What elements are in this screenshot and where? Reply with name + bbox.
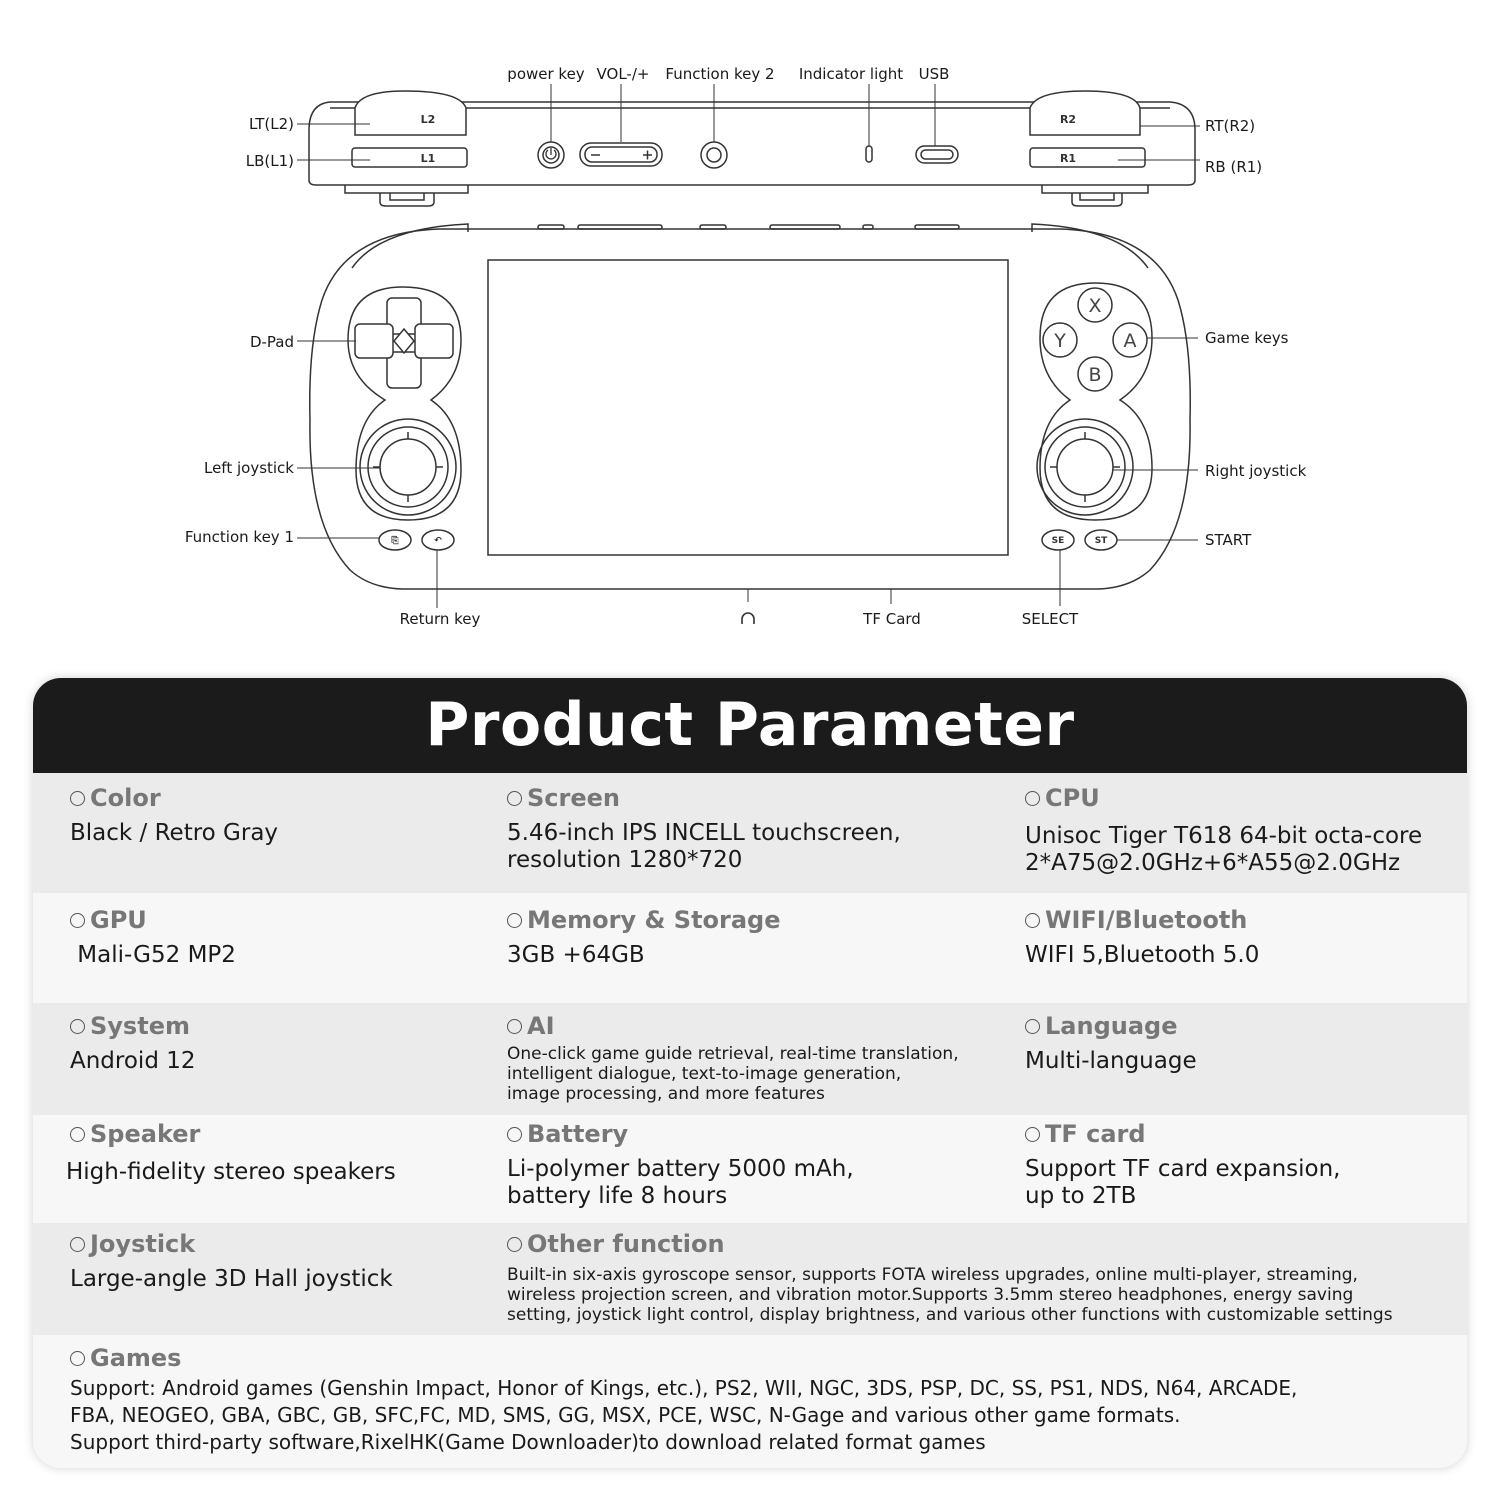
param-cell [507, 1119, 1022, 1210]
label-rb: RB (R1) [1205, 158, 1263, 176]
product-parameter-title: Product Parameter [33, 678, 1467, 773]
device-diagram [0, 0, 1500, 670]
label-select: SELECT [1021, 610, 1079, 628]
param-title: GPU [90, 906, 147, 934]
function-key-1-icon: ⎘ [391, 536, 399, 546]
param-value: Built-in six-axis gyroscope sensor, supports FOTA wireless upgrades, online multi-player, streaming, wireless projection screen, and vibration motor.Supports 3.5mm stereo headphones, energy saving setting, joystick light control, display brightness, and various other functions with customizable settings [507, 1265, 1393, 1325]
label-power-key: power key [507, 65, 585, 83]
param-title: Color [90, 784, 161, 812]
right-stick-top [1042, 185, 1148, 193]
param-row [33, 773, 1467, 893]
param-cell [66, 1119, 486, 1186]
param-title: WIFI/Bluetooth [1045, 906, 1248, 934]
r2-label: R2 [1059, 113, 1077, 126]
param-value: Black / Retro Gray [70, 820, 279, 846]
label-rt: RT(R2) [1205, 117, 1256, 135]
circle-icon [1025, 1019, 1040, 1034]
return-key-icon: ↶ [434, 536, 442, 546]
circle-icon [1025, 791, 1040, 806]
param-title: System [90, 1012, 190, 1040]
circle-icon [507, 791, 522, 806]
param-value: WIFI 5,Bluetooth 5.0 [1025, 942, 1260, 968]
param-row [33, 1115, 1467, 1223]
param-cell [507, 783, 1022, 874]
left-joystick-graphic [360, 419, 456, 515]
label-vol: VOL-/+ [596, 65, 650, 83]
label-left-joystick: Left joystick [203, 459, 294, 477]
param-cell [70, 1011, 490, 1075]
param-title: Other function [527, 1230, 725, 1258]
usb-port [916, 146, 958, 163]
param-row [33, 1003, 1467, 1115]
circle-icon [1025, 1127, 1040, 1142]
label-tf-card: TF Card [863, 610, 921, 628]
param-title: CPU [1045, 784, 1100, 812]
param-value: Android 12 [70, 1048, 196, 1074]
circle-icon [507, 1127, 522, 1142]
x-button-label: X [1088, 295, 1102, 317]
circle-icon [70, 1127, 85, 1142]
param-title: Battery [527, 1120, 629, 1148]
a-button-label: A [1123, 330, 1137, 352]
label-start: START [1205, 531, 1252, 549]
param-row [33, 1223, 1467, 1335]
param-cell [1025, 1011, 1455, 1075]
label-game-keys: Game keys [1205, 329, 1289, 347]
param-title: Joystick [90, 1230, 196, 1258]
param-title: Memory & Storage [527, 906, 781, 934]
circle-icon [507, 913, 522, 928]
l1-bumper [352, 148, 467, 167]
circle-icon [507, 1237, 522, 1252]
param-cell [507, 1011, 1022, 1104]
param-cell [70, 783, 490, 847]
function-key-2-button [701, 142, 727, 168]
param-value: One-click game guide retrieval, real-time translation, intelligent dialogue, text-to-image generation, image processing, and more features [507, 1044, 959, 1104]
circle-icon [507, 1019, 522, 1034]
label-function-key-2: Function key 2 [665, 65, 775, 83]
label-usb: USB [918, 65, 950, 83]
param-cell [507, 1229, 1447, 1325]
param-value: Support: Android games (Genshin Impact, Honor of Kings, etc.), PS2, WII, NGC, 3DS, PSP, DC, SS, PS1, NDS, N64, ARCADE, FBA, NEOGEO, GBA, GBC, GB, SFC,FC, MD, SMS, GG, MSX, PCE, WSC, N-Gage and various other game formats. Support third-party software,RixelHK(Game Downloader)to download related format games [70, 1376, 1298, 1454]
left-stick-top [345, 185, 468, 193]
param-row [33, 893, 1467, 1003]
param-title: Speaker [90, 1120, 201, 1148]
label-indicator-light: Indicator light [798, 65, 904, 83]
param-title: AI [527, 1012, 555, 1040]
param-value: Large-angle 3D Hall joystick [70, 1266, 393, 1292]
label-dpad: D-Pad [249, 333, 294, 351]
param-title: Screen [527, 784, 620, 812]
circle-icon [70, 1019, 85, 1034]
indicator-light [866, 146, 872, 162]
r2-trigger [1030, 91, 1140, 135]
param-value: Mali-G52 MP2 [70, 942, 236, 968]
label-lb: LB(L1) [245, 152, 294, 170]
param-cell [1025, 1119, 1455, 1210]
param-value: High-fidelity stereo speakers [66, 1159, 396, 1185]
screen [488, 260, 1008, 555]
param-title: Language [1045, 1012, 1178, 1040]
param-cell [70, 905, 490, 969]
st-button-label: ST [1094, 536, 1108, 546]
param-value: 5.46-inch IPS INCELL touchscreen, resolution 1280*720 [507, 820, 901, 873]
label-return-key: Return key [399, 610, 481, 628]
circle-icon [70, 791, 85, 806]
right-joystick-graphic [1037, 419, 1133, 515]
param-cell [70, 1343, 1450, 1456]
l1-label: L1 [420, 152, 436, 165]
param-value: Unisoc Tiger T618 64-bit octa-core 2*A75@2.0GHz+6*A55@2.0GHz [1025, 823, 1423, 876]
circle-icon [70, 1351, 85, 1366]
r1-bumper [1030, 148, 1145, 167]
l2-label: L2 [420, 113, 436, 126]
dpad [355, 298, 453, 388]
param-cell [507, 905, 1022, 969]
param-title: TF card [1045, 1120, 1146, 1148]
b-button-label: B [1088, 364, 1102, 386]
param-row [33, 1335, 1467, 1468]
param-cell [1025, 905, 1455, 969]
l2-trigger [355, 91, 466, 135]
product-parameter-panel [33, 678, 1467, 1468]
param-value: Support TF card expansion, up to 2TB [1025, 1156, 1341, 1209]
param-cell [70, 1229, 490, 1293]
label-lt: LT(L2) [248, 115, 294, 133]
param-value: Multi-language [1025, 1048, 1197, 1074]
y-button-label: Y [1054, 330, 1066, 352]
param-value: Li-polymer battery 5000 mAh, battery life 8 hours [507, 1156, 854, 1209]
circle-icon [1025, 913, 1040, 928]
se-button-label: SE [1051, 536, 1065, 546]
r1-label: R1 [1059, 152, 1077, 165]
param-value: 3GB +64GB [507, 942, 645, 968]
headphone-icon [742, 613, 754, 624]
param-cell [1025, 783, 1455, 877]
param-title: Games [90, 1344, 182, 1372]
circle-icon [70, 913, 85, 928]
label-function-key-1: Function key 1 [184, 528, 294, 546]
circle-icon [70, 1237, 85, 1252]
label-right-joystick: Right joystick [1205, 462, 1307, 480]
